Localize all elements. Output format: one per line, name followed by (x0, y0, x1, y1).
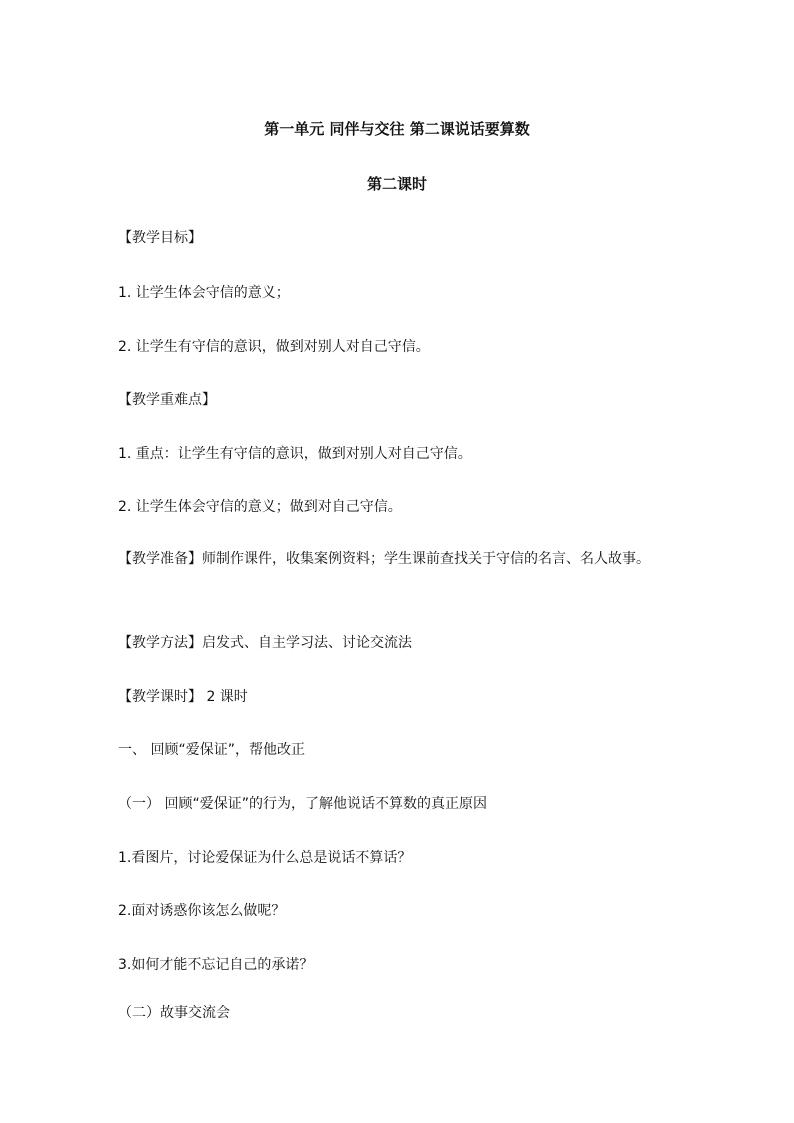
part-one-heading: 一、 回顾“爱保证”，帮他改正 (118, 742, 305, 758)
teaching-methods-line: 【教学方法】启发式、自主学习法、讨论交流法 (118, 635, 412, 651)
goal-item-2: 2. 让学生有守信的意识，做到对别人对自己守信。 (118, 339, 430, 355)
section-heading-teaching-goals: 【教学目标】 (118, 230, 202, 246)
key-point-item-1: 1. 重点：让学生有守信的意识，做到对别人对自己守信。 (118, 446, 472, 462)
discussion-item-3: 3.如何才能不忘记自己的承诺？ (118, 957, 314, 973)
teaching-preparation-paragraph: 【教学准备】师制作课件，收集案例资料；学生课前查找关于守信的名言、名人故事。 (118, 551, 650, 567)
document-title: 第一单元 同伴与交往 第二课说话要算数 (264, 120, 530, 138)
subsection-one-heading: （一） 回顾“爱保证”的行为，了解他说话不算数的真正原因 (118, 796, 487, 812)
document-subtitle: 第二课时 (366, 175, 427, 193)
discussion-item-2: 2.面对诱惑你该怎么做呢？ (118, 903, 286, 919)
subsection-two-heading: （二）故事交流会 (118, 1005, 230, 1021)
section-heading-key-points: 【教学重难点】 (118, 392, 216, 408)
teaching-hours-line: 【教学课时】 2 课时 (118, 689, 248, 705)
discussion-item-1: 1.看图片，讨论爱保证为什么总是说话不算话？ (118, 850, 412, 866)
goal-item-1: 1. 让学生体会守信的意义； (118, 285, 290, 301)
key-point-item-2: 2. 让学生体会守信的意义；做到对自己守信。 (118, 499, 402, 515)
